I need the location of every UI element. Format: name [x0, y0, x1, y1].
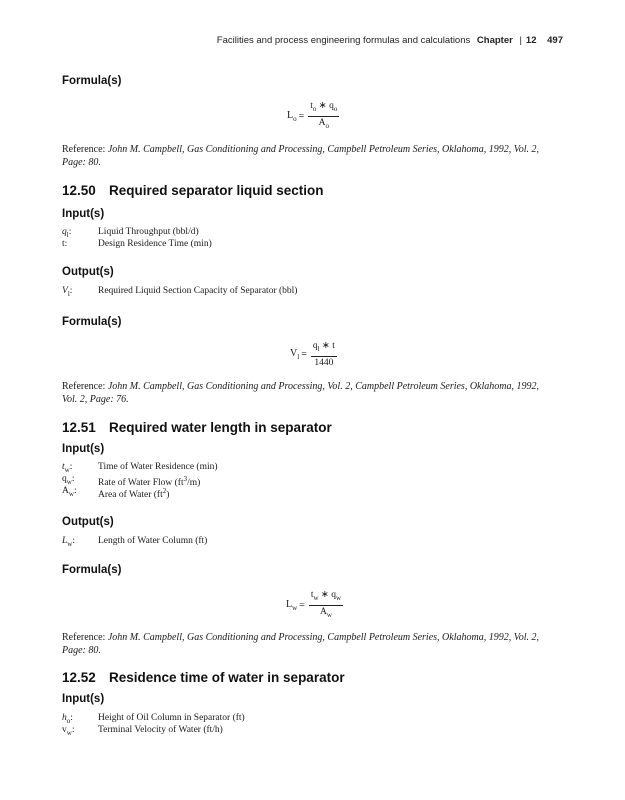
section-title-12-51: 12.51 Required water length in separator	[62, 420, 332, 435]
section-title-12-50: 12.50 Required separator liquid section	[62, 183, 324, 198]
chapter-label: Chapter	[476, 35, 513, 46]
running-title: Facilities and process engineering formulas and calculations	[216, 35, 471, 46]
input-label-12-52: Input(s)	[62, 693, 105, 705]
formula-lo: $L_o$ = $\frac{t_o ∗ q_o}{A_o}$	[287, 101, 338, 130]
reference-12-50: Reference: John M. Campbell, Gas Conditioning and Processing, Vol. 2, Campbell Petroleum Series, Oklahoma, 1992, Vol. 2, Page: 76.	[62, 381, 539, 405]
formula-lhs: $V_l$	[290, 348, 300, 362]
output-label-12-51: Output(s)	[62, 516, 114, 528]
header-separator: |	[519, 35, 522, 46]
input-label-12-51: Input(s)	[62, 443, 105, 455]
formula-vl: $V_l$ = $\frac{q_l ∗ t}{1440}$	[290, 341, 335, 368]
section-title-12-52: 12.52 Residence time of water in separator	[62, 670, 345, 685]
formula-lhs: $L_w$	[286, 598, 298, 612]
page-number: 497	[547, 35, 563, 46]
formula-label-12-51: Formula(s)	[62, 564, 122, 576]
output-label-12-50: Output(s)	[62, 266, 114, 278]
input-row: t: Design Residence Time (min)	[62, 239, 212, 249]
reference-top: Reference: John M. Campbell, Gas Conditioning and Processing, Campbell Petroleum Series, Oklahoma, 1992, Vol. 2, Page: 80.	[62, 144, 539, 168]
formula-fraction: $\frac{t_o ∗ q_o}{A_o}$	[310, 101, 338, 130]
formula-lw: $L_w$ = $\frac{t_w ∗ q_w}{A_w}$	[286, 590, 342, 619]
input-row: $t_w$: Time of Water Residence (min)	[62, 462, 218, 474]
inputs-12-51	[62, 461, 218, 501]
running-header	[217, 35, 563, 46]
formula-fraction: $\frac{t_w ∗ q_w}{A_w}$	[310, 590, 342, 619]
input-row: $h_o$: Height of Oil Column in Separator (ft)	[62, 713, 245, 725]
formula-label-12-50: Formula(s)	[62, 316, 122, 328]
input-row: $A_w$: Area of Water $(ft^2)$	[62, 486, 170, 501]
formula-label: Formula(s)	[62, 75, 122, 87]
inputs-12-52	[62, 712, 245, 736]
formula-lhs: $L_o$	[287, 109, 297, 123]
inputs-12-50	[62, 226, 212, 250]
chapter-number: 12	[525, 35, 537, 46]
output-row: $V_l$: Required Liquid Section Capacity of Separator (bbl)	[62, 286, 298, 298]
input-label-12-50: Input(s)	[62, 208, 105, 220]
input-row: $q_w$: Rate of Water Flow $(ft^3/m)$	[62, 474, 201, 489]
formula-fraction: $\frac{q_l ∗ t}{1440}$	[312, 341, 335, 368]
outputs-12-50	[62, 285, 297, 297]
output-row: $L_w$: Length of Water Column (ft)	[62, 536, 208, 548]
reference-12-51: Reference: John M. Campbell, Gas Conditioning and Processing, Campbell Petroleum Series, Oklahoma, 1992, Vol. 2, Page: 80.	[62, 632, 539, 656]
input-row: $v_w$: Terminal Velocity of Water (ft/h)	[62, 725, 223, 737]
input-row: $q_l$: Liquid Throughput (bbl/d)	[62, 227, 199, 239]
outputs-12-51	[62, 535, 207, 547]
